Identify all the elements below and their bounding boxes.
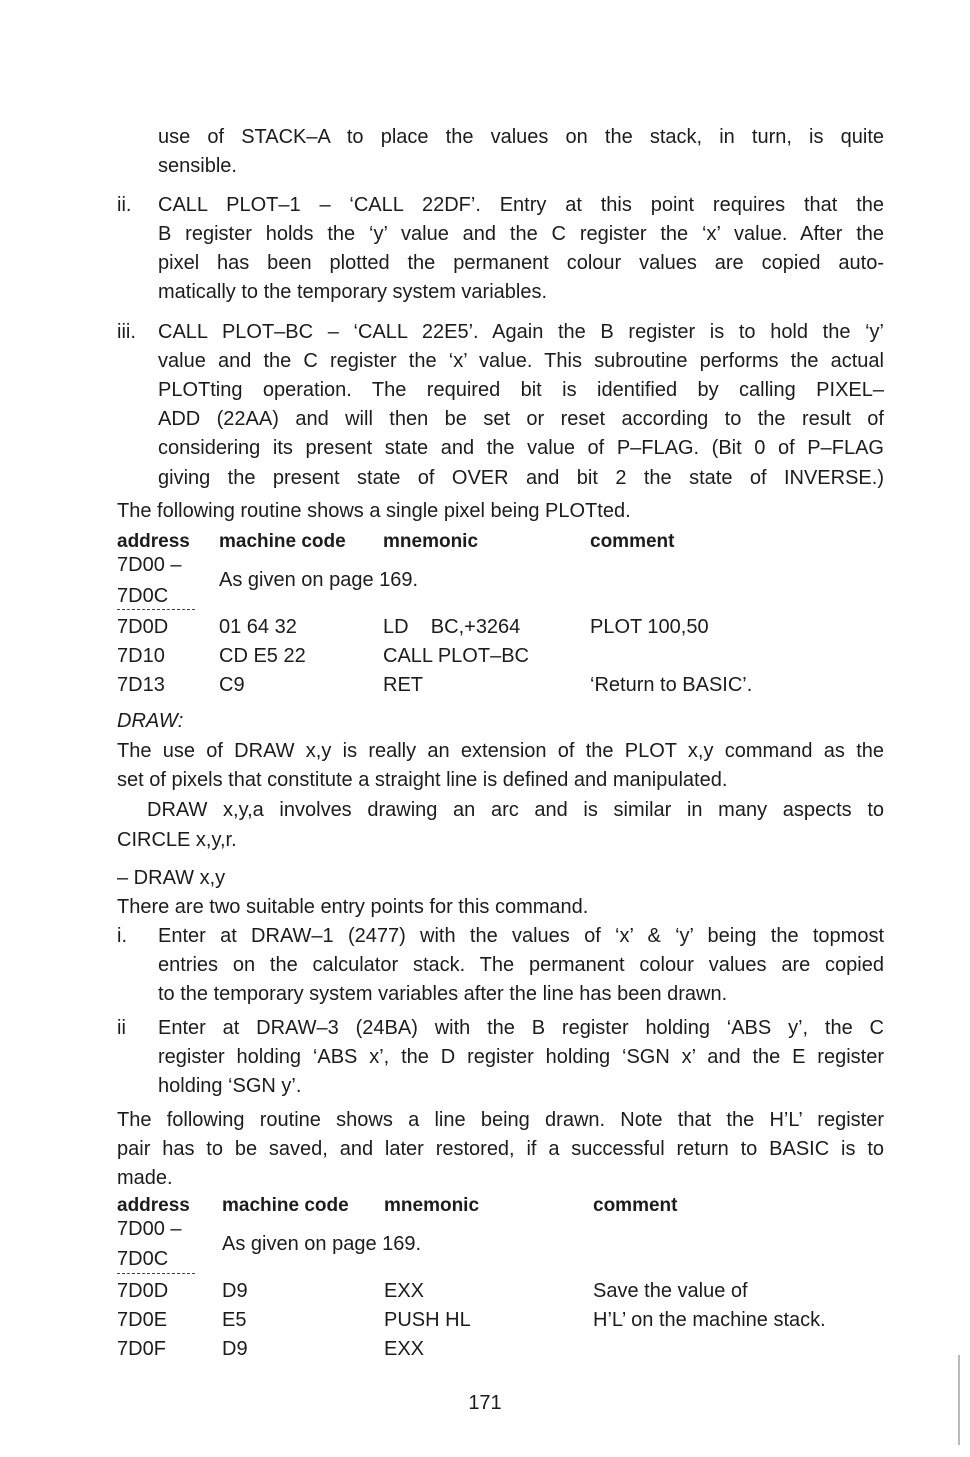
draw-item-ii-line-3: holding ‘SGN y’. xyxy=(158,1075,302,1097)
table1-row-3-address: 7D13 xyxy=(117,674,165,696)
draw-item-i-number: i. xyxy=(117,925,127,947)
table1-row-1-mnemonic: LD BC,+3264 xyxy=(383,616,521,638)
table1-range-end: 7D0C xyxy=(117,585,169,607)
table2-range-start: 7D00 – xyxy=(117,1218,182,1240)
table2-header-comment: comment xyxy=(593,1195,678,1216)
table2-row-2-comment: H’L’ on the machine stack. xyxy=(593,1309,826,1331)
table1-range-start: 7D00 – xyxy=(117,554,182,576)
item-ii-line-4: matically to the temporary system variables. xyxy=(158,281,548,303)
table2-row-2-code: E5 xyxy=(222,1309,247,1331)
intro-line-2: sensible. xyxy=(158,155,237,177)
draw-para-2-line-1: DRAW x,y,a involves drawing an arc and is similar in many aspects to xyxy=(147,799,884,821)
table1-row-3-code: C9 xyxy=(219,674,245,696)
draw-para-1-line-1: The use of DRAW x,y is really an extension of the PLOT x,y command as the xyxy=(117,740,884,762)
table1-row-2-address: 7D10 xyxy=(117,645,165,667)
table1-row-2-mnemonic: CALL PLOT–BC xyxy=(383,645,529,667)
item-iii-line-3: PLOTting operation. The required bit is identified by calling PIXEL– xyxy=(158,379,884,401)
item-ii-line-2: B register holds the ‘y’ value and the C register the ‘x’ value. After the xyxy=(158,223,884,245)
table2-row-1-address: 7D0D xyxy=(117,1280,169,1302)
table1-row-3-mnemonic: RET xyxy=(383,674,423,696)
intro-line-1: use of STACK–A to place the values on the stack, in turn, is quite xyxy=(158,126,884,148)
item-iii-line-5: considering its present state and the value of P–FLAG. (Bit 0 of P–FLAG xyxy=(158,437,884,459)
item-iii-line-4: ADD (22AA) and will then be set or reset according to the result of xyxy=(158,408,884,430)
table1-row-2-code: CD E5 22 xyxy=(219,645,306,667)
table2-range-note: As given on page 169. xyxy=(222,1233,422,1255)
draw-para-2-line-2: CIRCLE x,y,r. xyxy=(117,829,237,851)
page-edge xyxy=(958,1355,960,1445)
table2-header-machine-code: machine code xyxy=(222,1195,349,1216)
plot-routine-intro: The following routine shows a single pixel being PLOTted. xyxy=(117,500,631,522)
line-routine-line-2: pair has to be saved, and later restored, if a successful return to BASIC is to xyxy=(117,1138,884,1160)
table1-header-address: address xyxy=(117,531,190,552)
table2-header-mnemonic: mnemonic xyxy=(384,1195,480,1216)
draw-item-i-line-3: to the temporary system variables after the line has been drawn. xyxy=(158,983,728,1005)
draw-subheading: – DRAW x,y xyxy=(117,867,226,889)
table1-divider xyxy=(117,609,195,610)
table1-row-1-comment: PLOT 100,50 xyxy=(590,616,709,638)
draw-item-i-line-2: entries on the calculator stack. The permanent colour values are copied xyxy=(158,954,884,976)
draw-heading: DRAW: xyxy=(117,710,184,732)
table2-row-1-code: D9 xyxy=(222,1280,248,1302)
item-iii-line-1: CALL PLOT–BC – ‘CALL 22E5’. Again the B register is to hold the ‘y’ xyxy=(158,321,884,343)
table1-row-1-address: 7D0D xyxy=(117,616,169,638)
draw-item-i-line-1: Enter at DRAW–1 (2477) with the values of ‘x’ & ‘y’ being the topmost xyxy=(158,925,884,947)
table2-divider xyxy=(117,1273,195,1274)
table2-row-2-address: 7D0E xyxy=(117,1309,168,1331)
table2-row-3-code: D9 xyxy=(222,1338,248,1360)
table2-row-1-comment: Save the value of xyxy=(593,1280,748,1302)
table1-header-machine-code: machine code xyxy=(219,531,346,552)
draw-item-ii-line-2: register holding ‘ABS x’, the D register holding ‘SGN x’ and the E register xyxy=(158,1046,884,1068)
item-ii-line-3: pixel has been plotted the permanent colour values are copied auto- xyxy=(158,252,884,274)
item-iii-line-2: value and the C register the ‘x’ value. This subroutine performs the actual xyxy=(158,350,884,372)
table2-range-end: 7D0C xyxy=(117,1248,169,1270)
table2-row-2-mnemonic: PUSH HL xyxy=(384,1309,471,1331)
line-routine-line-1: The following routine shows a line being drawn. Note that the H’L’ register xyxy=(117,1109,884,1131)
item-ii-number: ii. xyxy=(117,194,132,216)
entry-points-sentence: There are two suitable entry points for this command. xyxy=(117,896,589,918)
table1-header-comment: comment xyxy=(590,531,675,552)
table1-row-1-code: 01 64 32 xyxy=(219,616,297,638)
draw-item-ii-number: ii xyxy=(117,1017,126,1039)
line-routine-line-3: made. xyxy=(117,1167,173,1189)
table2-header-address: address xyxy=(117,1195,190,1216)
item-iii-number: iii. xyxy=(117,321,136,343)
item-iii-line-6: giving the present state of OVER and bit 2 the state of INVERSE.) xyxy=(158,467,884,489)
item-ii-line-1: CALL PLOT–1 – ‘CALL 22DF’. Entry at this point requires that the xyxy=(158,194,884,216)
draw-para-1-line-2: set of pixels that constitute a straight line is defined and manipulated. xyxy=(117,769,728,791)
table2-row-1-mnemonic: EXX xyxy=(384,1280,425,1302)
table1-header-mnemonic: mnemonic xyxy=(383,531,479,552)
table1-row-3-comment: ‘Return to BASIC’. xyxy=(590,674,753,696)
table2-row-3-address: 7D0F xyxy=(117,1338,166,1360)
table2-row-3-mnemonic: EXX xyxy=(384,1338,425,1360)
draw-item-ii-line-1: Enter at DRAW–3 (24BA) with the B register holding ‘ABS y’, the C xyxy=(158,1017,884,1039)
page-number: 171 xyxy=(468,1392,502,1414)
table1-range-note: As given on page 169. xyxy=(219,569,419,591)
